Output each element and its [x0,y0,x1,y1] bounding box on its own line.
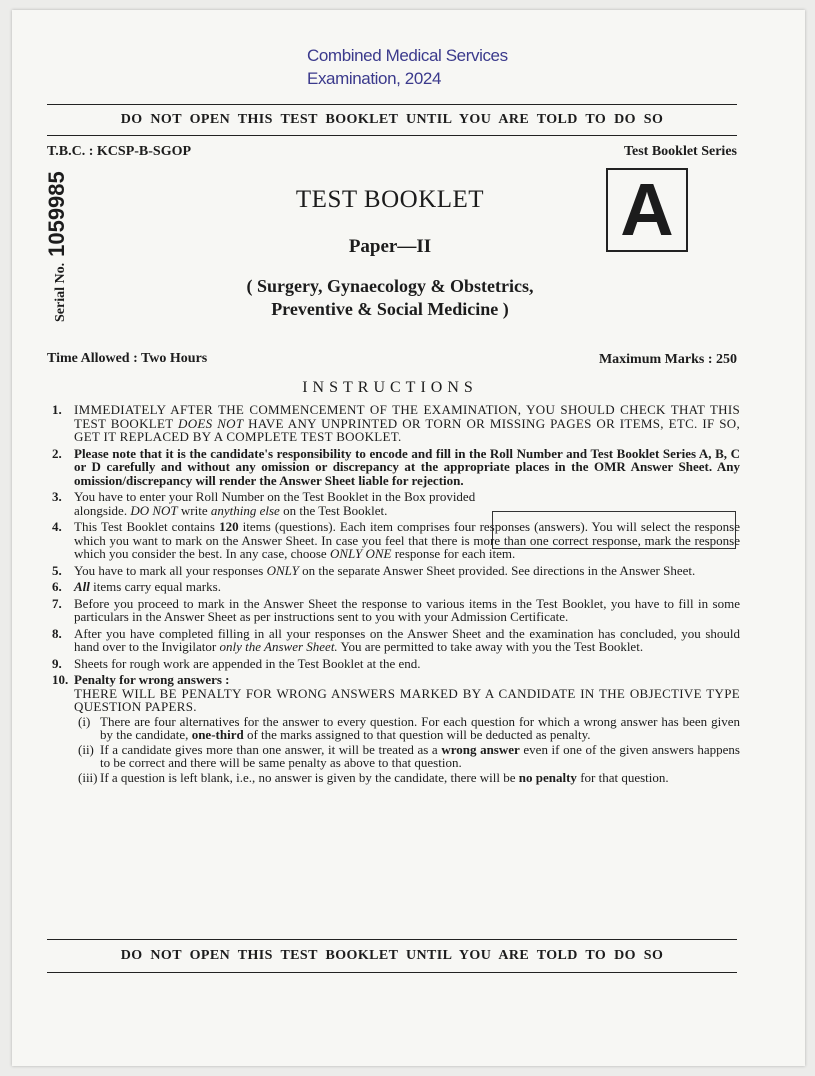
instruction-number: 10. [52,672,69,687]
penalty-title: Penalty for wrong answers : [74,672,230,687]
instruction-text: There are four alternatives for the answer to every question. For each question for which a wrong answer has been given by the candidate, [100,713,740,742]
instruction-emphasis: ONLY [266,562,299,578]
sub-number: (iii) [78,769,98,785]
instruction-3 [52,490,480,517]
penalty-rule-2 [74,743,740,770]
instruction-text: Sheets for rough work are appended in the Test Booklet at the end. [74,655,421,671]
instruction-number: 3. [52,489,62,504]
instruction-text: You have to mark all your responses [74,562,267,578]
paper-name: Paper—II [348,236,432,257]
series-label: Test Booklet Series [623,144,737,159]
instructions-heading: INSTRUCTIONS [302,379,478,396]
instruction-number: 5. [52,562,62,578]
instruction-1 [52,403,740,444]
instruction-text: If a question is left blank, i.e., no answer is given by the candidate, there will be [100,769,519,785]
instruction-10 [52,673,740,784]
exam-stamp [307,44,508,90]
series-box [606,168,688,252]
instruction-emphasis: wrong answer [441,741,520,757]
instruction-text: items (questions). Each item comprises four responses (answers). You will select the response which you want to mark on the Answer Sheet. In case you feel that there is more than one correct response, mark the response which you consider the best. In any case, choose [74,519,741,561]
instruction-emphasis: All [74,579,90,594]
instruction-emphasis: one-third [191,727,244,742]
instruction-number: 7. [52,595,62,611]
instruction-text: on the Test Booklet. [279,502,388,518]
instruction-emphasis: ONLY ONE [329,546,392,561]
page-title: TEST BOOKLET [295,186,485,213]
sub-number: (i) [78,713,91,729]
sub-number: (ii) [78,741,94,757]
subject-line-1: ( Surgery, Gynaecology & Obstetrics, [246,276,534,296]
instruction-number: 9. [52,655,62,671]
instruction-number: 8. [52,625,62,641]
instruction-8 [52,627,740,654]
instruction-9 [52,657,740,671]
instruction-text: for that question. [576,769,669,785]
instruction-text: Before you proceed to mark in the Answer Sheet the response to various items in the Test Booklet, you have to fill in some particulars in the Answer Sheet as per instructions sent to you with your Admission Certificate. [74,595,740,624]
warning-bottom: DO NOT OPEN THIS TEST BOOKLET UNTIL YOU ARE TOLD TO DO SO [120,948,664,963]
serial-value: 1059985 [44,171,69,257]
time-allowed: Time Allowed : Two Hours [47,351,208,366]
instruction-number: 4. [52,519,62,534]
instruction-number: 2. [52,445,62,461]
maximum-marks: Maximum Marks : 250 [598,352,737,367]
instruction-emphasis: 120 [219,519,239,534]
paper-subject [170,275,610,321]
instruction-text: You are permitted to take away with you the Test Booklet. [337,639,644,654]
instruction-emphasis: only the Answer Sheet. [219,639,338,654]
instructions-list [52,403,740,787]
instruction-7 [52,597,740,624]
serial-label: Serial No. [53,262,68,322]
instruction-2 [52,447,740,488]
instruction-text: HAVE ANY UNPRINTED OR TORN OR MISSING PAGES OR ITEMS, ETC. IF SO, GET IT REPLACED BY A COMPLETE TEST BOOKLET. [74,415,741,444]
instruction-number: 1. [52,402,62,417]
instruction-emphasis: DOES NOT [178,415,244,431]
stamp-line-2: Examination, 2024 [307,69,442,88]
instruction-emphasis: anything else [210,502,280,518]
instruction-text: items carry equal marks. [89,579,221,594]
instruction-5 [52,564,740,578]
stamp-line-1: Combined Medical Services [307,46,508,65]
instruction-text: on the separate Answer Sheet provided. See directions in the Answer Sheet. [298,562,696,578]
instruction-text: After you have completed filling in all your responses on the Answer Sheet and the examination has concluded, you should hand over to the Invigilator [74,625,740,654]
instruction-text: Please note that it is the candidate's responsibility to encode and fill in the Roll Number and Test Booklet Series A, B, C or D carefully and without any omission or discrepancy at the appropriate places in the OMR Answer Sheet. Any omission/discrepancy will render the Answer Sheet liable for rejection. [74,445,740,488]
instruction-text: write [177,502,211,518]
penalty-rule-1 [74,715,740,742]
subject-line-2: Preventive & Social Medicine ) [271,299,509,319]
tbc-code: T.B.C. : KCSP-B-SGOP [47,144,192,159]
instruction-number: 6. [52,579,62,594]
divider-below-warning [47,135,737,136]
instruction-4 [52,520,740,561]
series-letter: A [620,168,674,251]
warning-top: DO NOT OPEN THIS TEST BOOKLET UNTIL YOU ARE TOLD TO DO SO [120,112,664,127]
instruction-text: IMMEDIATELY AFTER THE COMMENCEMENT OF THE EXAMINATION, YOU SHOULD CHECK THAT THIS TEST BOOKLET [74,402,740,431]
penalty-rule-3 [74,771,740,785]
divider-top [47,104,737,105]
instruction-emphasis: no penalty [518,769,577,785]
instruction-text: You have to enter your Roll Number on the Test Booklet in the Box provided alongside. [74,489,476,518]
serial-number [44,171,70,322]
instruction-text: even if one of the given answers happens to be correct and there will be same penalty as above to that question. [100,741,740,770]
instruction-6 [52,580,740,594]
penalty-notice: THERE WILL BE PENALTY FOR WRONG ANSWERS MARKED BY A CANDIDATE IN THE OBJECTIVE TYPE QUESTION PAPERS. [74,685,740,714]
divider-bottom [47,972,737,973]
instruction-emphasis: DO NOT [130,502,178,518]
instruction-text: of the marks assigned to that question will be deducted as penalty. [243,727,591,742]
instruction-text: This Test Booklet contains [74,519,220,534]
instruction-text: If a candidate gives more than one answer, it will be treated as a [100,741,442,757]
divider-above-bottom-warning [47,939,737,940]
instruction-text: response for each item. [391,546,516,561]
